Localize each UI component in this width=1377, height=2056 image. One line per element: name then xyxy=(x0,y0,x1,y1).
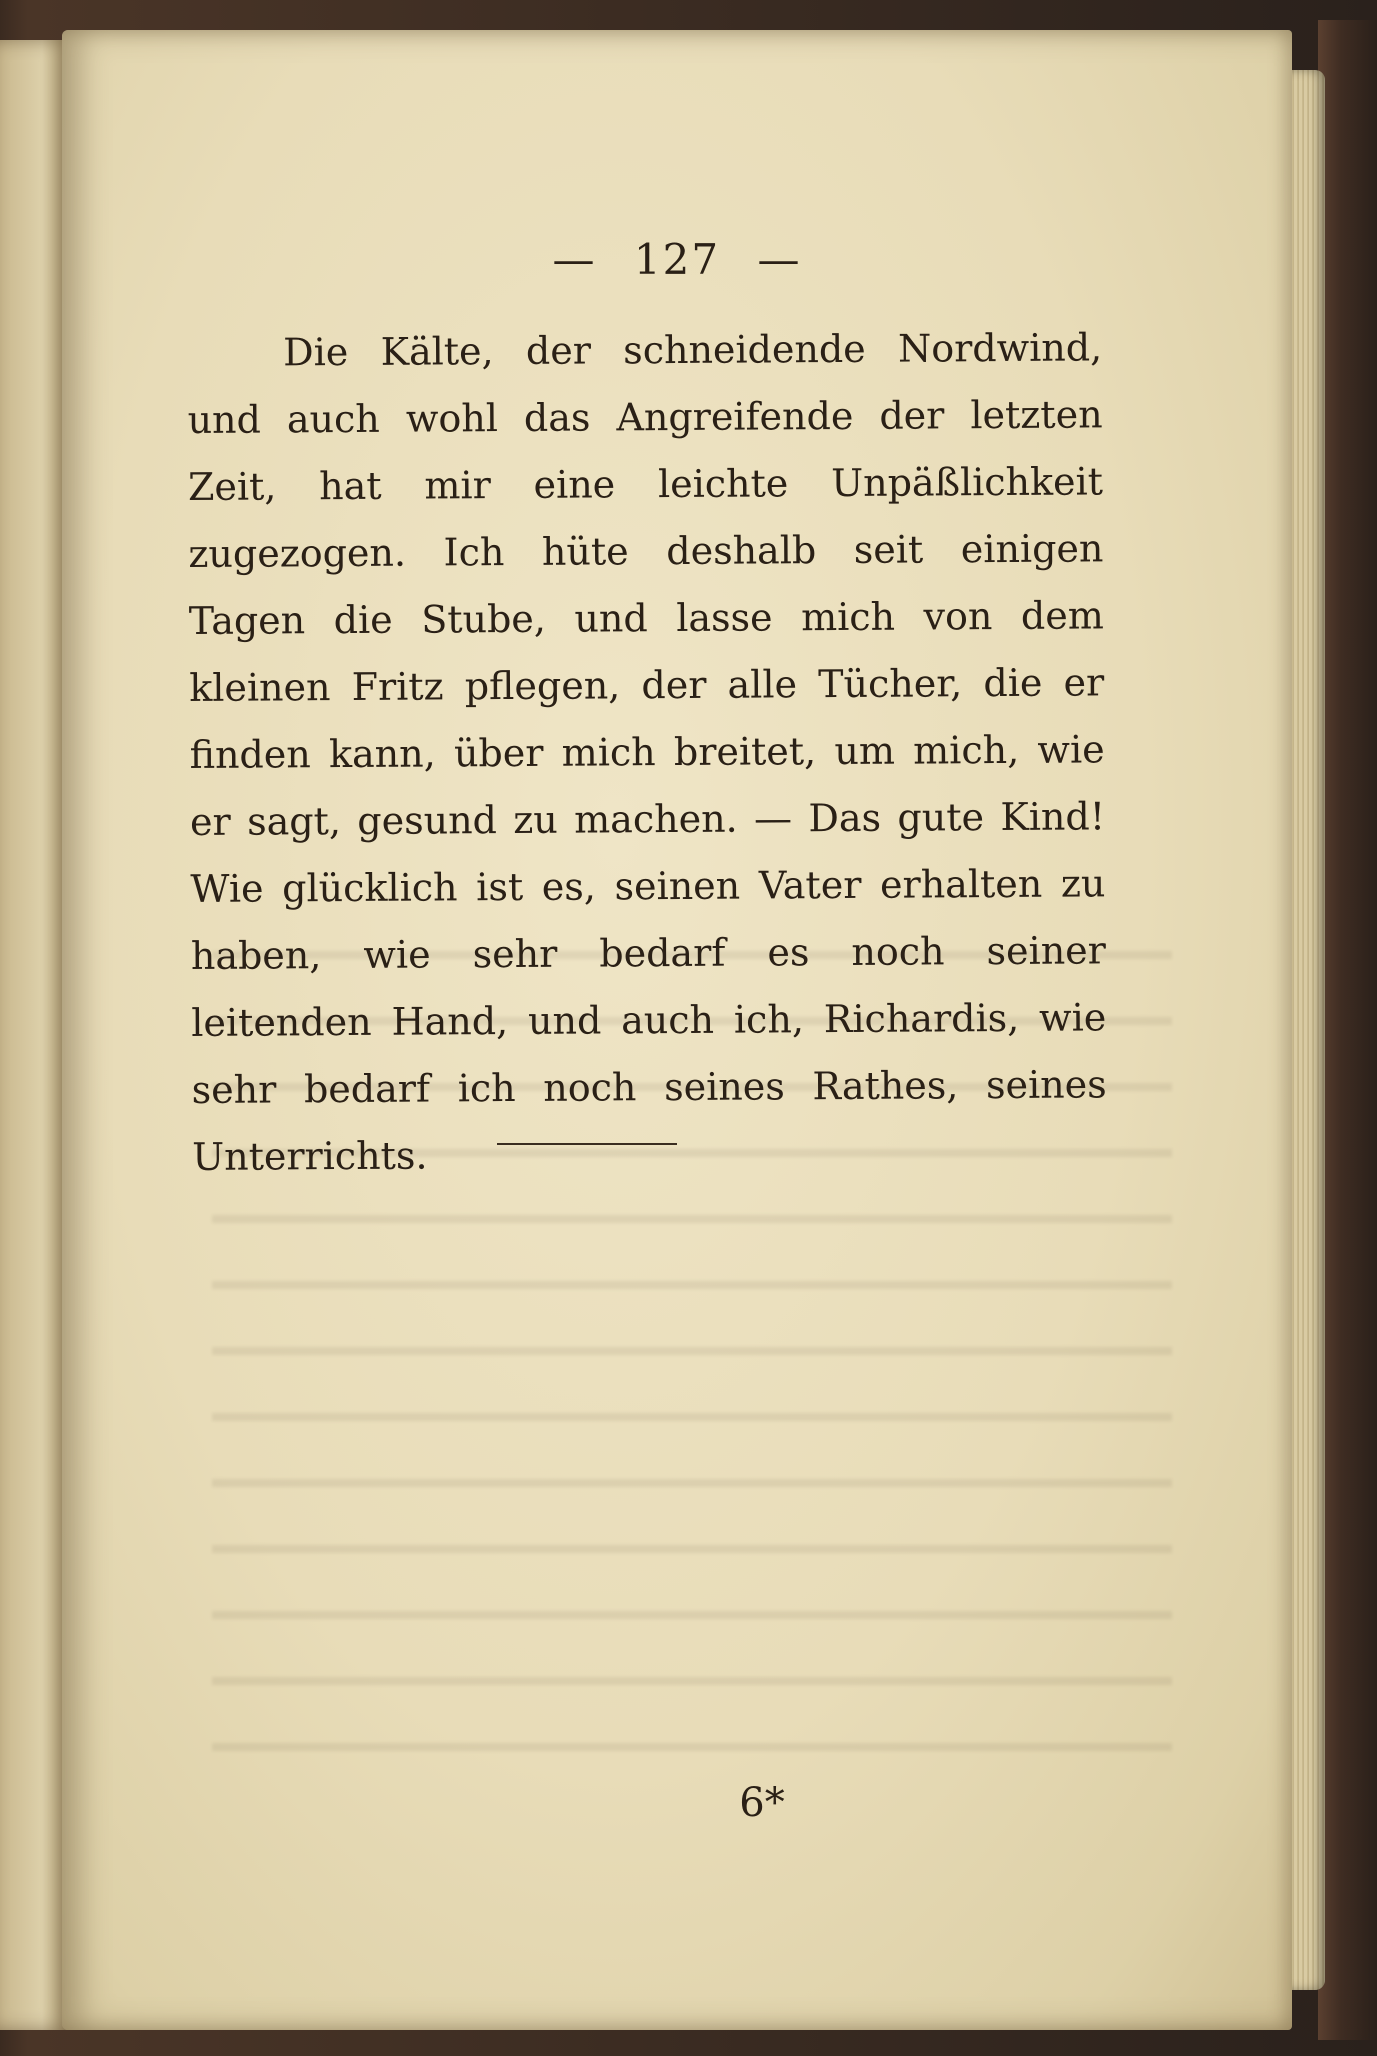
book-page xyxy=(62,30,1292,2030)
page-number: 127 xyxy=(633,235,721,284)
body-paragraph: Die Kälte, der schneidende Nordwind, und auch wohl das Angreifende der letzten Zeit, hat mir eine leichte Unpäßlichkeit zugezogen. Ich hüte deshalb seit einigen Tagen die Stube, und lasse mich von dem kleinen Fritz pflegen, der alle Tücher, die er finden kann, über mich breitet, um mich, wie er sagt, gesund zu machen. — Das gute Kind! Wie glücklich ist es, seinen Vater erhalten zu haben, wie sehr bedarf es noch seiner leitenden Hand, und auch ich, Richardis, wie sehr bedarf ich noch seines Rathes, seines Unterrichts. xyxy=(187,325,1107,1179)
header-dash-left: — xyxy=(552,235,597,284)
header-dash-right: — xyxy=(757,235,802,284)
section-rule xyxy=(497,1143,677,1145)
facing-page-edge xyxy=(0,40,70,2030)
page-header xyxy=(62,235,1292,284)
printer-signature xyxy=(62,1780,1292,1826)
book-cover-edge xyxy=(1318,20,1377,2040)
signature-mark: 6* xyxy=(739,1780,785,1826)
page-body xyxy=(187,314,1107,1191)
